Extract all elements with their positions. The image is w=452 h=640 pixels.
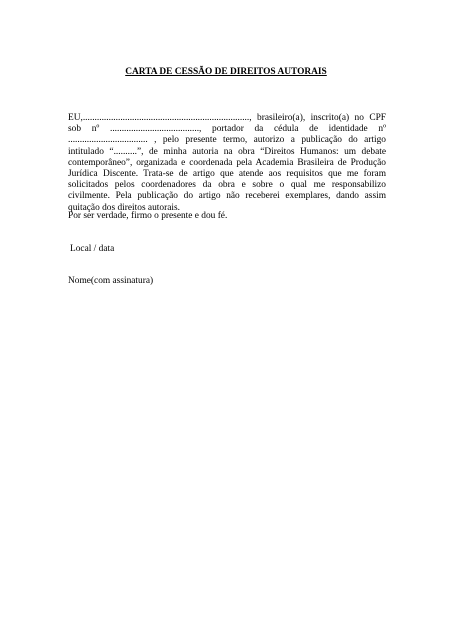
document-body-paragraph: EU,......................................................................., brasileiro(a), inscrito(a) no CPF sob nº ......................................, portador da cédula de identidade nº .................................. , pelo presente termo, autorizo a publicação do artigo intitulado “..........”, de minha autoria na obra “Direitos Humanos: um debate contemporâneo”, organizada e coordenada pela Academia Brasileira de Produção Jurídica Discente. Trata-se de artigo que atende aos requisitos que me foram solicitados pelos coordenadores da obra e sobre o qual me responsabilizo civilmente. Pela publicação do artigo não receberei exemplares, dando assim quitação dos direitos autorais. [68, 113, 386, 213]
signature-line: Nome(com assinatura) [68, 276, 154, 286]
document-title [0, 66, 452, 78]
document-title-text: CARTA DE CESSÃO DE DIREITOS AUTORAIS [125, 67, 327, 77]
closing-statement: Por ser verdade, firmo o presente e dou fé. [68, 211, 228, 221]
place-date-line: Local / data [70, 244, 115, 254]
